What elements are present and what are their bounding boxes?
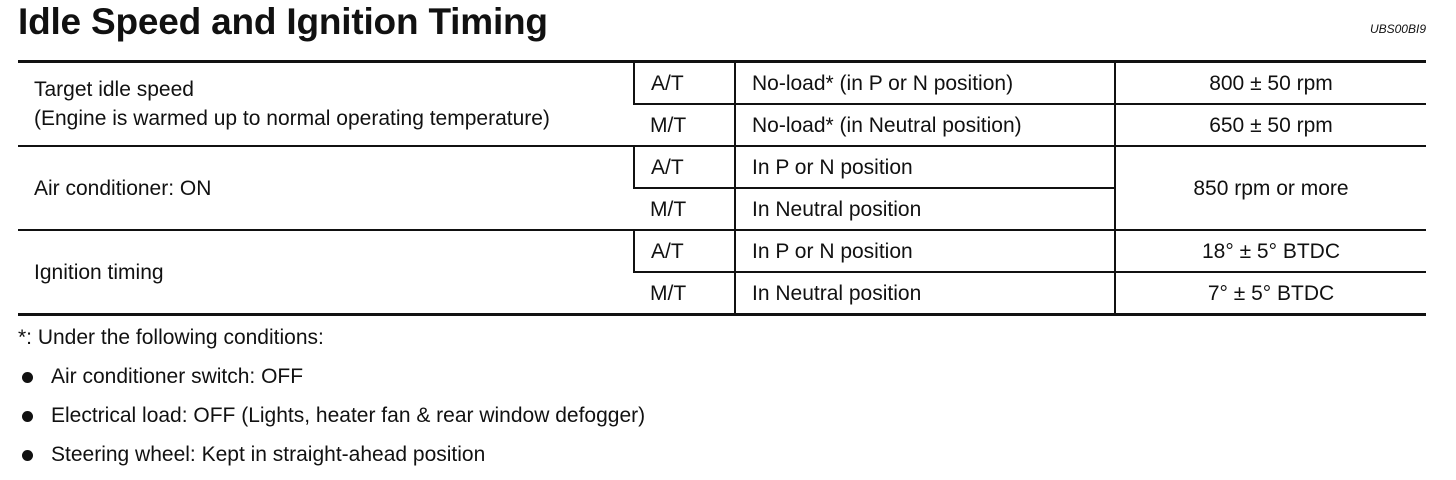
value-cell: 18° ± 5° BTDC — [1115, 230, 1426, 272]
table-row — [18, 62, 1426, 105]
table-row — [18, 146, 1426, 188]
state-cell: In Neutral position — [735, 272, 1115, 315]
transmission-cell: A/T — [634, 62, 735, 105]
condition-line: Air conditioner: ON — [34, 176, 212, 200]
condition-line: (Engine is warmed up to normal operating temperature) — [34, 107, 550, 130]
value-cell: 7° ± 5° BTDC — [1115, 272, 1426, 315]
list-item — [22, 442, 485, 468]
condition-cell — [18, 62, 634, 147]
state-cell: In Neutral position — [735, 188, 1115, 230]
state-cell: In P or N position — [735, 146, 1115, 188]
state-cell: In P or N position — [735, 230, 1115, 272]
state-cell: No-load* (in Neutral position) — [735, 104, 1115, 146]
condition-line: Target idle speed — [34, 78, 194, 101]
list-item — [22, 364, 303, 390]
bullet-text: Electrical load: OFF (Lights, heater fan & rear window defogger) — [51, 404, 646, 427]
state-cell: No-load* (in P or N position) — [735, 62, 1115, 105]
transmission-cell: A/T — [634, 230, 735, 272]
list-item — [22, 403, 645, 429]
value-cell: 650 ± 50 rpm — [1115, 104, 1426, 146]
bullet-icon — [22, 411, 33, 422]
value-cell: 800 ± 50 rpm — [1115, 62, 1426, 105]
bullet-icon — [22, 372, 33, 383]
transmission-cell: M/T — [634, 188, 735, 230]
condition-line: Ignition timing — [34, 260, 164, 284]
condition-cell — [18, 146, 634, 230]
table-row — [18, 230, 1426, 272]
document-code: UBS00BI9 — [1369, 22, 1426, 36]
spec-table — [18, 60, 1426, 316]
transmission-cell: M/T — [634, 272, 735, 315]
bullet-icon — [22, 450, 33, 461]
bullet-text: Air conditioner switch: OFF — [51, 365, 304, 388]
value-cell: 850 rpm or more — [1115, 146, 1426, 230]
transmission-cell: A/T — [634, 146, 735, 188]
page-title: Idle Speed and Ignition Timing — [18, 1, 548, 42]
condition-cell — [18, 230, 634, 315]
footnote-intro: *: Under the following conditions: — [18, 326, 324, 349]
bullet-text: Steering wheel: Kept in straight-ahead position — [51, 443, 486, 466]
transmission-cell: M/T — [634, 104, 735, 146]
